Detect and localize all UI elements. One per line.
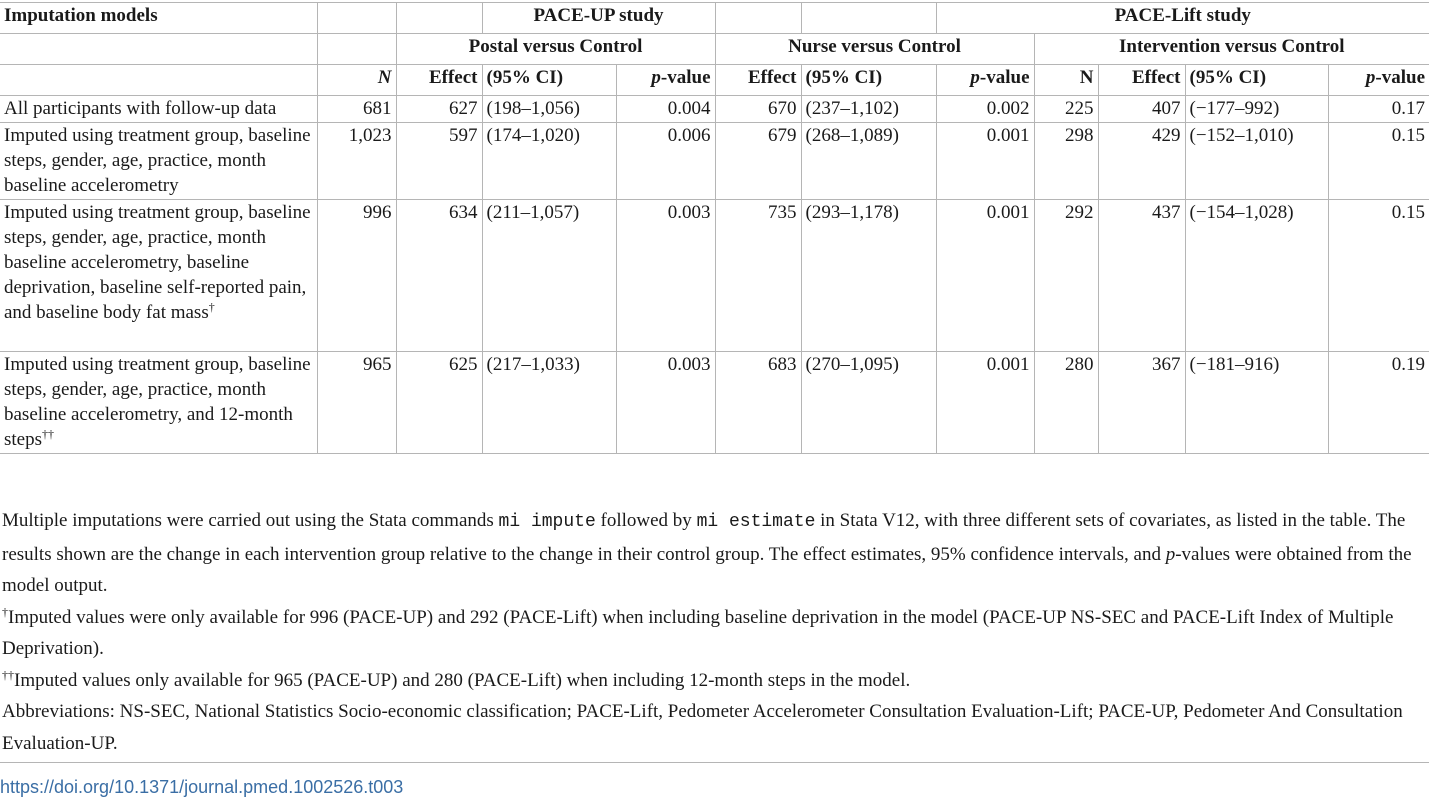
row-label: Imputed using treatment group, baseline steps, gender, age, practice, month baseline accelerometry	[0, 123, 317, 200]
nurse-vs-control-header: Nurse versus Control	[715, 34, 1034, 65]
nurse-p-cell: 0.002	[936, 96, 1034, 123]
header-row-study	[0, 3, 1429, 34]
lift-n-cell: 298	[1034, 123, 1098, 200]
nurse-p-cell: 0.001	[936, 200, 1034, 352]
lift-ci-cell: (−152–1,010)	[1185, 123, 1328, 200]
lift-p-value-header: p-value	[1328, 65, 1429, 96]
postal-p-cell: 0.003	[616, 352, 715, 454]
n-cell: 965	[317, 352, 396, 454]
imputation-models-header: Imputation models	[0, 3, 317, 34]
nurse-p-value-header: p-value	[936, 65, 1034, 96]
lift-p-cell: 0.19	[1328, 352, 1429, 454]
postal-effect-cell: 597	[396, 123, 482, 200]
nurse-effect-cell: 735	[715, 200, 801, 352]
footnote-abbreviations: Abbreviations: NS-SEC, National Statistics Socio-economic classification; PACE-Lift, Pedometer Accelerometer Consultation Evaluation-Lift; PACE-UP, Pedometer And Consultation Evaluation-UP.	[2, 701, 1403, 754]
nurse-ci-cell: (270–1,095)	[801, 352, 936, 454]
header-row-comparison	[0, 34, 1429, 65]
lift-effect-cell: 367	[1098, 352, 1185, 454]
lift-n-header: N	[1034, 65, 1098, 96]
lift-effect-cell: 407	[1098, 96, 1185, 123]
empty-header-cell	[396, 3, 482, 34]
nurse-ci-cell: (237–1,102)	[801, 96, 936, 123]
nurse-ci-header: (95% CI)	[801, 65, 936, 96]
row-label: Imputed using treatment group, baseline steps, gender, age, practice, month baseline accelerometry, and 12-month steps††	[0, 352, 317, 454]
intervention-vs-control-header: Intervention versus Control	[1034, 34, 1429, 65]
table-row	[0, 352, 1429, 454]
row-label: All participants with follow-up data	[0, 96, 317, 123]
postal-p-cell: 0.006	[616, 123, 715, 200]
postal-effect-cell: 627	[396, 96, 482, 123]
postal-p-cell: 0.003	[616, 200, 715, 352]
empty-header-cell	[0, 34, 317, 65]
lift-n-cell: 225	[1034, 96, 1098, 123]
empty-header-cell	[801, 3, 936, 34]
n-column-header: N	[317, 65, 396, 96]
lift-ci-cell: (−154–1,028)	[1185, 200, 1328, 352]
nurse-effect-cell: 670	[715, 96, 801, 123]
nurse-p-cell: 0.001	[936, 123, 1034, 200]
lift-p-cell: 0.15	[1328, 200, 1429, 352]
lift-ci-header: (95% CI)	[1185, 65, 1328, 96]
row-label: Imputed using treatment group, baseline steps, gender, age, practice, month baseline accelerometry, baseline deprivation, baseline self-reported pain, and baseline body fat mass†	[0, 200, 317, 352]
postal-p-value-header: p-value	[616, 65, 715, 96]
lift-n-cell: 280	[1034, 352, 1098, 454]
nurse-ci-cell: (293–1,178)	[801, 200, 936, 352]
postal-ci-header: (95% CI)	[482, 65, 616, 96]
nurse-p-cell: 0.001	[936, 352, 1034, 454]
nurse-ci-cell: (268–1,089)	[801, 123, 936, 200]
lift-effect-cell: 437	[1098, 200, 1185, 352]
postal-p-cell: 0.004	[616, 96, 715, 123]
lift-ci-cell: (−177–992)	[1185, 96, 1328, 123]
nurse-effect-cell: 679	[715, 123, 801, 200]
postal-effect-cell: 634	[396, 200, 482, 352]
table-row	[0, 96, 1429, 123]
footnote-double-dagger: ††Imputed values only available for 965 (PACE-UP) and 280 (PACE-Lift) when including 12-month steps in the model.	[2, 667, 911, 691]
n-cell: 1,023	[317, 123, 396, 200]
empty-header-cell	[0, 65, 317, 96]
nurse-effect-header: Effect	[715, 65, 801, 96]
divider	[0, 762, 1429, 763]
nurse-effect-cell: 683	[715, 352, 801, 454]
postal-ci-cell: (217–1,033)	[482, 352, 616, 454]
doi-link[interactable]: https://doi.org/10.1371/journal.pmed.1002526.t003	[0, 777, 404, 797]
empty-header-cell	[715, 3, 801, 34]
lift-n-cell: 292	[1034, 200, 1098, 352]
table-row	[0, 123, 1429, 200]
footnote-methods: Multiple imputations were carried out using the Stata commands mi impute followed by mi estimate in Stata V12, with three different sets of covariates, as listed in the table. The results shown are the change in each intervention group relative to the change in their control group. The effect estimates, 95% confidence intervals, and p-values were obtained from the model output.	[2, 510, 1412, 596]
empty-header-cell	[317, 3, 396, 34]
n-cell: 996	[317, 200, 396, 352]
postal-effect-header: Effect	[396, 65, 482, 96]
header-row-columns	[0, 65, 1429, 96]
n-cell: 681	[317, 96, 396, 123]
postal-vs-control-header: Postal versus Control	[396, 34, 715, 65]
lift-effect-cell: 429	[1098, 123, 1185, 200]
table-footnotes	[0, 505, 1429, 759]
lift-p-cell: 0.17	[1328, 96, 1429, 123]
table-row	[0, 200, 1429, 352]
results-table	[0, 2, 1429, 454]
postal-effect-cell: 625	[396, 352, 482, 454]
paceup-study-header: PACE-UP study	[482, 3, 715, 34]
empty-header-cell	[317, 34, 396, 65]
postal-ci-cell: (211–1,057)	[482, 200, 616, 352]
lift-p-cell: 0.15	[1328, 123, 1429, 200]
lift-ci-cell: (−181–916)	[1185, 352, 1328, 454]
postal-ci-cell: (198–1,056)	[482, 96, 616, 123]
lift-effect-header: Effect	[1098, 65, 1185, 96]
postal-ci-cell: (174–1,020)	[482, 123, 616, 200]
footnote-dagger: †Imputed values were only available for 996 (PACE-UP) and 292 (PACE-Lift) when including baseline deprivation in the model (PACE-UP NS-SEC and PACE-Lift Index of Multiple Deprivation).	[2, 604, 1394, 659]
pacelift-study-header: PACE-Lift study	[936, 3, 1429, 34]
